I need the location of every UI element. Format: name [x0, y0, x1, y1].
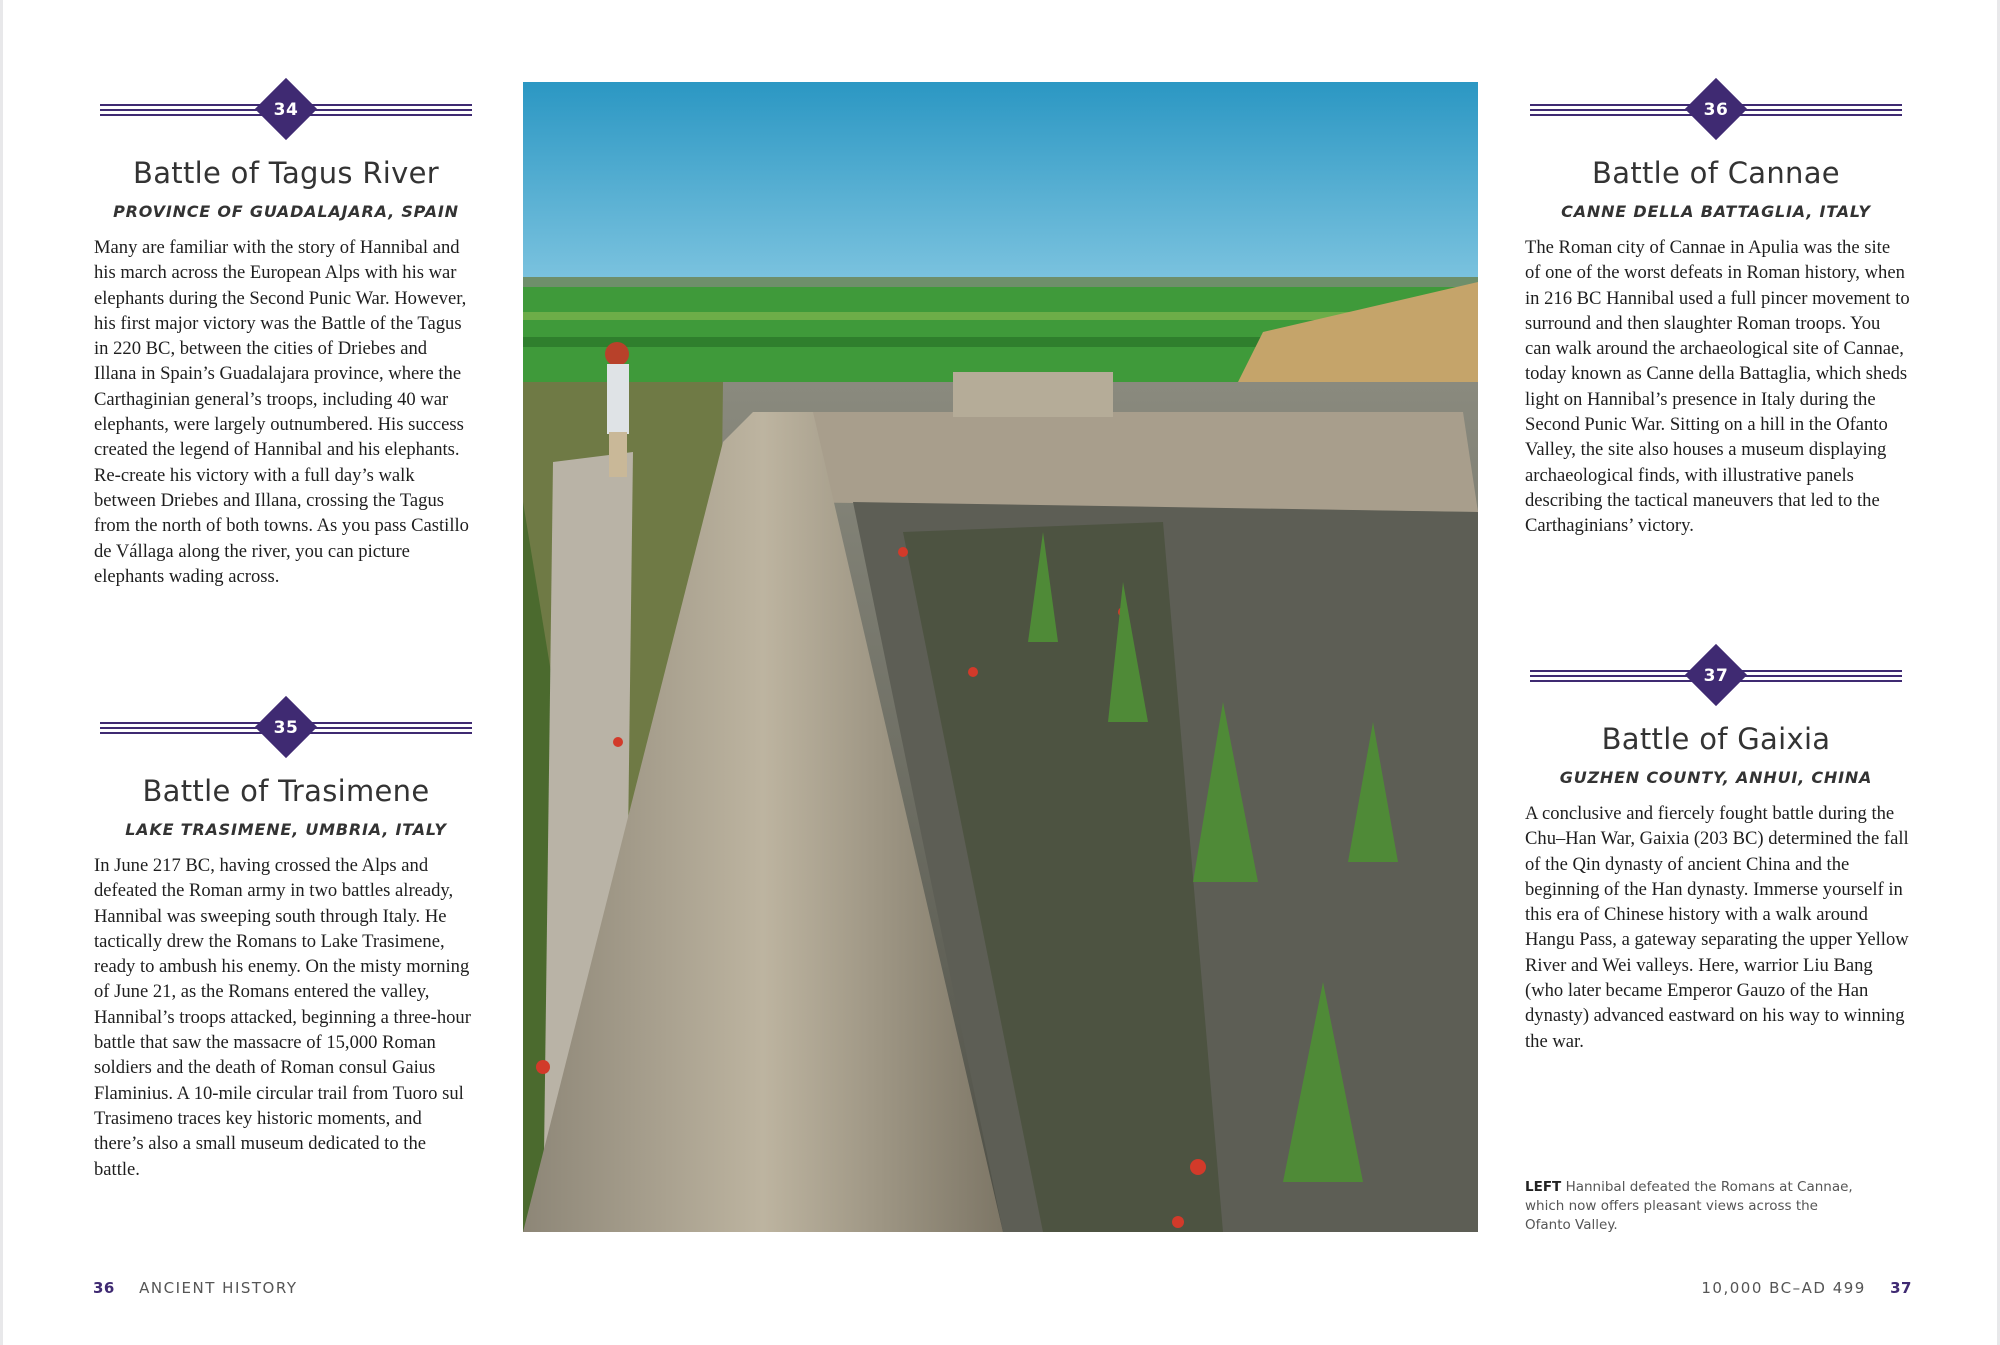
entry-title: Battle of Gaixia [1601, 722, 1831, 756]
right-folio [1701, 1279, 1912, 1297]
page-number: 36 [93, 1279, 115, 1297]
entry-location: PROVINCE OF GUADALAJARA, SPAIN [113, 202, 459, 221]
left-folio [93, 1279, 297, 1297]
page-number: 37 [1890, 1279, 1912, 1297]
left-page-edge [0, 0, 3, 1345]
entry-body: A conclusive and fiercely fought battle during the Chu–Han War, Gaixia (203 BC) determined the fall of the Qin dynasty of ancient China and the beginning of the Han dynasty. Immerse yourself in this era of Chinese history with a walk around Hangu Pass, a gateway separating the upper Yellow River and Wei valleys. Here, warrior Liu Bang (who later became Emperor Gauzo of the Han dynasty) advanced eastward on his way to winning the war. [1525, 803, 1909, 1052]
entry-number: 36 [1703, 100, 1729, 120]
entry-35 [94, 700, 472, 1182]
entry-title: Battle of Trasimene [142, 774, 430, 808]
entry-number: 34 [273, 100, 299, 120]
running-head: ANCIENT HISTORY [139, 1279, 298, 1297]
entry-body: The Roman city of Cannae in Apulia was the site of one of the worst defeats in Roman history, when in 216 BC Hannibal used a full pincer movement to surround and then slaughter Roman troops. You can walk around the archaeological site of Cannae, today known as Canne della Battaglia, which sheds light on Hannibal’s presence in Italy during the Second Punic War. Sitting on a hill in the Ofanto Valley, the site also houses a museum displaying archaeological finds, with illustrative panels describing the tactical maneuvers that led to the Carthaginians’ victory. [1525, 237, 1910, 537]
entry-number: 37 [1703, 666, 1729, 686]
entry-title: Battle of Tagus River [133, 156, 439, 190]
entry-34 [94, 82, 472, 589]
entry-number-marker [100, 700, 472, 760]
entry-title: Battle of Cannae [1592, 156, 1840, 190]
cannae-ruins-photo [523, 82, 1478, 1232]
entry-number: 35 [273, 718, 299, 738]
entry-number-marker [1530, 82, 1902, 142]
entry-36 [1525, 82, 1910, 539]
entry-body: Many are familiar with the story of Hannibal and his march across the European Alps with his war elephants during the Second Punic War. However, his first major victory was the Battle of the Tagus in 220 BC, between the cities of Driebes and Illana in Spain’s Guadalajara province, where the Carthaginian general’s troops, including 40 war elephants, were largely outnumbered. His success created the legend of Hannibal and his elephants. Re-create his victory with a full day’s walk between Driebes and Illana, crossing the Tagus from the north of both towns. As you pass Castillo de Vállaga along the river, you can picture elephants wading across. [94, 237, 469, 587]
photo-caption [1525, 1178, 1865, 1235]
caption-lead: LEFT [1525, 1179, 1562, 1195]
caption-text: Hannibal defeated the Romans at Cannae, which now offers pleasant views across the Ofanto Valley. [1525, 1179, 1853, 1233]
entry-location: CANNE DELLA BATTAGLIA, ITALY [1561, 202, 1871, 221]
entry-location: GUZHEN COUNTY, ANHUI, CHINA [1559, 768, 1873, 787]
entry-37 [1525, 648, 1909, 1054]
entry-number-marker [100, 82, 472, 142]
entry-number-marker [1530, 648, 1902, 708]
entry-body: In June 217 BC, having crossed the Alps and defeated the Roman army in two battles already, Hannibal was sweeping south through Italy. He tactically drew the Romans to Lake Trasimene, ready to ambush his enemy. On the misty morning of June 21, as the Romans entered the valley, Hannibal’s troops attacked, beginning a three-hour battle that saw the massacre of 15,000 Roman soldiers and the death of Roman consul Gaius Flaminius. A 10-mile circular trail from Tuoro sul Trasimeno traces key historic moments, and there’s also a small museum dedicated to the battle. [94, 855, 471, 1180]
entry-location: LAKE TRASIMENE, UMBRIA, ITALY [125, 820, 447, 839]
running-head: 10,000 BC–AD 499 [1701, 1279, 1866, 1297]
